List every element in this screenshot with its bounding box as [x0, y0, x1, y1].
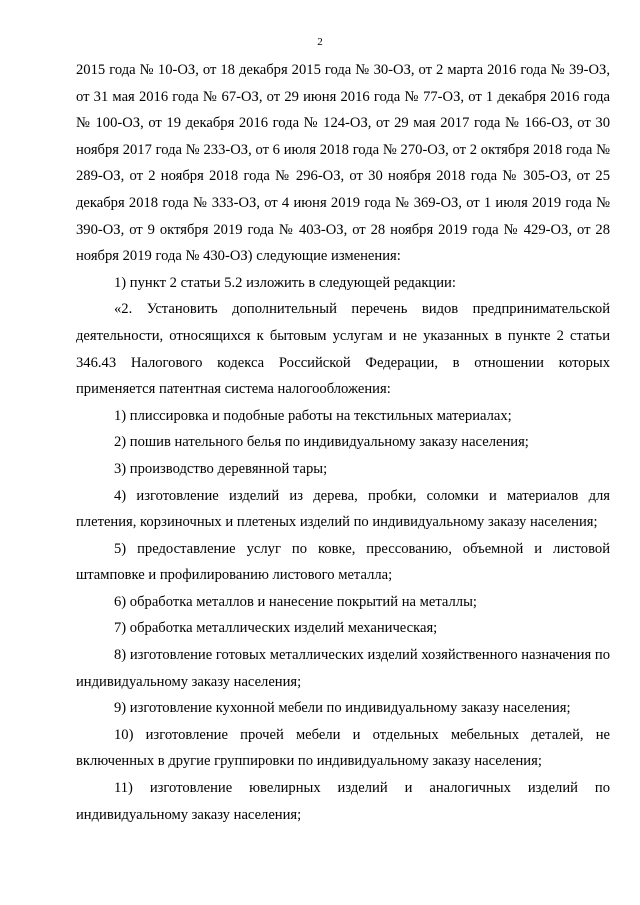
- list-item: 11) изготовление ювелирных изделий и аналогичных изделий по индивидуальному заказу населения;: [76, 780, 610, 823]
- list-item: 5) предоставление услуг по ковке, прессованию, объемной и листовой штамповке и профилированию листового металла;: [76, 540, 610, 584]
- list-item: 8) изготовление готовых металлических изделий хозяйственного назначения по индивидуальному заказу населения;: [76, 647, 610, 690]
- paragraph-amendment-list: 2015 года № 10-ОЗ, от 18 декабря 2015 года № 30-ОЗ, от 2 марта 2016 года № 39-ОЗ, от 31 мая 2016 года № 67-ОЗ, от 29 июня 2016 года № 77-ОЗ, от 1 декабря 2016 года № 100-ОЗ, от 19 декабря 2016 года № 124-ОЗ, от 29 мая 2017 года № 166-ОЗ, от 30 ноября 2017 года № 233-ОЗ, от 6 июля 2018 года № 270-ОЗ, от 2 октября 2018 года № 289-ОЗ, от 2 ноября 2018 года № 296-ОЗ, от 30 ноября 2018 года № 305-ОЗ, от 25 декабря 2018 года № 333-ОЗ, от 4 июня 2019 года № 369-ОЗ, от 1 июля 2019 года № 390-ОЗ, от 9 октября 2019 года № 403-ОЗ, от 28 ноября 2019 года № 429-ОЗ, от 28 ноября 2019 года № 430-ОЗ) следующие изменения:: [76, 62, 610, 265]
- paragraph-clause-2: «2. Установить дополнительный перечень видов предпринимательской деятельности, относящихся к бытовым услугам и не указанных в пункте 2 статьи 346.43 Налогового кодекса Российской Федерации, в отношении которых применяется патентная система налогообложения:: [76, 301, 610, 398]
- document-body: [76, 57, 610, 828]
- list-item: 10) изготовление прочей мебели и отдельных мебельных деталей, не включенных в другие группировки по индивидуальному заказу населения;: [76, 726, 610, 770]
- list-item: 6) обработка металлов и нанесение покрытий на металлы;: [114, 593, 477, 610]
- list-item: 9) изготовление кухонной мебели по индивидуальному заказу населения;: [114, 700, 571, 717]
- list-item: 3) производство деревянной тары;: [114, 460, 328, 477]
- list-item: 2) пошив нательного белья по индивидуальному заказу населения;: [114, 434, 529, 451]
- page-number: 2: [317, 36, 323, 48]
- list-item: 7) обработка металлических изделий механическая;: [114, 620, 438, 637]
- list-item: 1) плиссировка и подобные работы на текстильных материалах;: [114, 407, 512, 424]
- list-item: 4) изготовление изделий из дерева, пробки, соломки и материалов для плетения, корзиночных и плетеных изделий по индивидуальному заказу населения;: [76, 487, 610, 531]
- paragraph-item-1: 1) пункт 2 статьи 5.2 изложить в следующей редакции:: [114, 274, 456, 291]
